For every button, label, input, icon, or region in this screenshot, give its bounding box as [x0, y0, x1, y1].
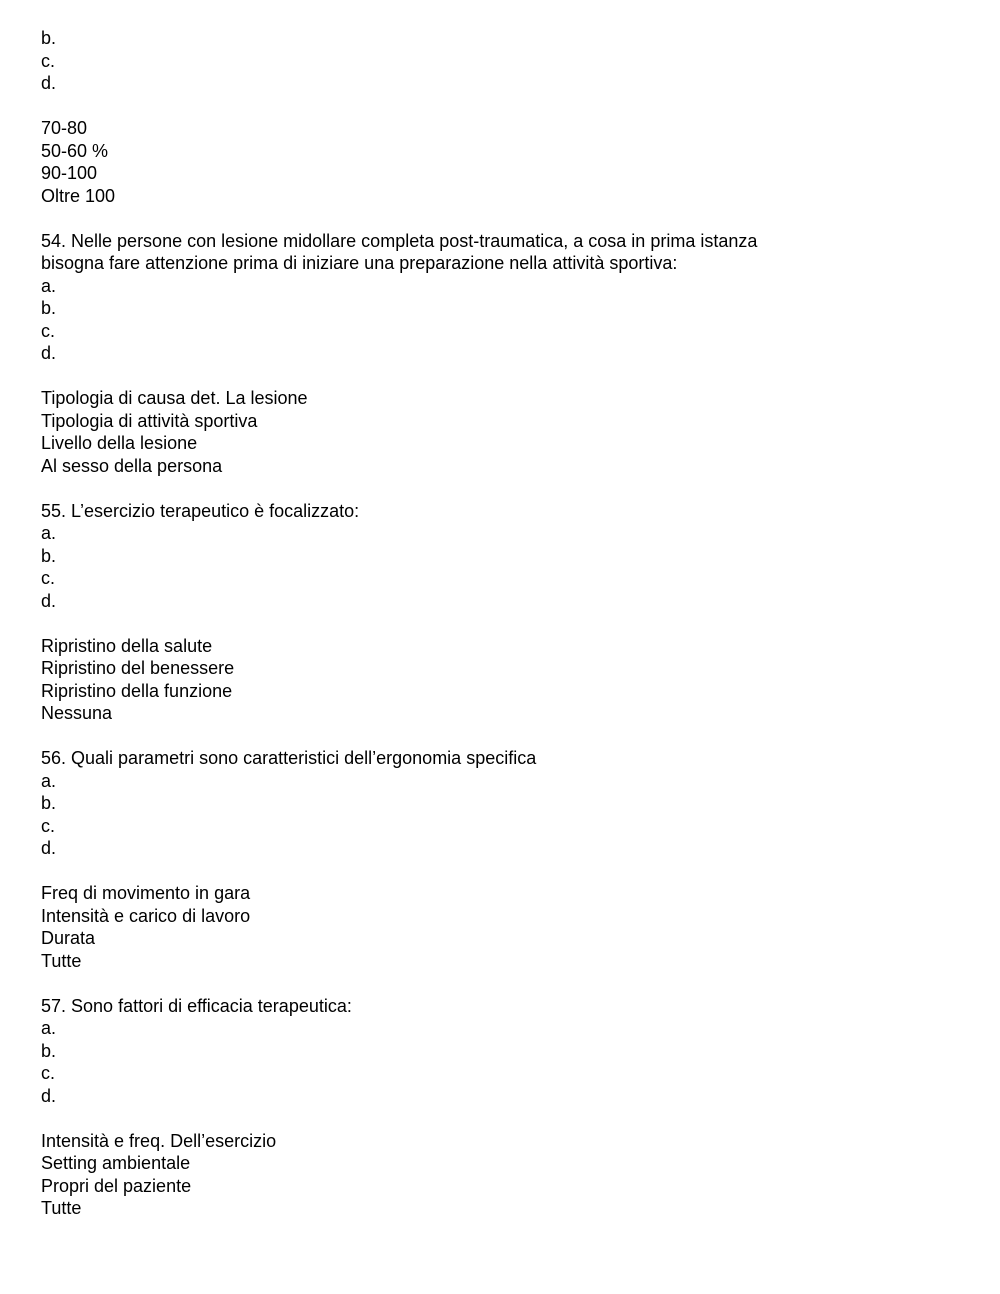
spacer: [41, 95, 981, 118]
option-letter: d.: [41, 73, 57, 93]
spacer: [41, 972, 981, 995]
answer-text: Oltre 100: [41, 185, 116, 206]
answer-text: Durata: [41, 928, 96, 948]
document-page: [41, 27, 981, 1220]
prelude-block: [41, 27, 981, 230]
answer-text: Tipologia di attività sportiva: [41, 410, 258, 431]
option-letter: d.: [41, 1085, 57, 1106]
question-55: [41, 500, 981, 748]
option-letter: a.: [41, 770, 57, 791]
option-letter: b.: [41, 793, 57, 813]
question-text: bisogna fare attenzione prima di iniziare una preparazione nella attività sportiva:: [41, 253, 678, 273]
spacer: [41, 860, 981, 883]
answer-text: Ripristino della funzione: [41, 680, 233, 701]
question-54: [41, 230, 981, 500]
question-57: [41, 995, 981, 1220]
option-letter: c.: [41, 50, 56, 71]
option-letter: c.: [41, 815, 56, 836]
answer-text: Tutte: [41, 1198, 82, 1218]
spacer: [41, 477, 981, 500]
spacer: [41, 725, 981, 748]
spacer: [41, 612, 981, 635]
answer-text: Intensità e carico di lavoro: [41, 905, 251, 926]
answer-text: Livello della lesione: [41, 433, 198, 453]
answer-text: 70-80: [41, 118, 88, 138]
answer-text: Freq di movimento in gara: [41, 883, 251, 903]
answer-text: 90-100: [41, 163, 98, 183]
option-letter: c.: [41, 568, 56, 588]
option-letter: a.: [41, 523, 57, 543]
option-letter: c.: [41, 1063, 56, 1083]
question-text: 54. Nelle persone con lesione midollare completa post-traumatica, a cosa in prima istanza: [41, 230, 758, 251]
option-letter: a.: [41, 275, 57, 296]
question-56: [41, 747, 981, 995]
option-letter: c.: [41, 320, 56, 341]
option-letter: d.: [41, 590, 57, 611]
answer-text: Ripristino della salute: [41, 635, 213, 656]
answer-text: Intensità e freq. Dell’esercizio: [41, 1130, 277, 1151]
option-letter: d.: [41, 838, 57, 858]
question-text: 56. Quali parametri sono caratteristici dell’ergonomia specifica: [41, 748, 537, 768]
option-letter: b.: [41, 1040, 57, 1061]
option-letter: a.: [41, 1018, 57, 1038]
answer-text: Setting ambientale: [41, 1153, 191, 1173]
answer-text: Propri del paziente: [41, 1175, 192, 1196]
answer-text: Nessuna: [41, 703, 113, 723]
answer-text: Tutte: [41, 950, 82, 971]
answer-text: Ripristino del benessere: [41, 658, 235, 678]
option-letter: b.: [41, 28, 57, 48]
spacer: [41, 365, 981, 388]
answer-text: Al sesso della persona: [41, 455, 223, 476]
question-text: 57. Sono fattori di efficacia terapeutica:: [41, 995, 352, 1016]
spacer: [41, 1107, 981, 1130]
spacer: [41, 207, 981, 230]
answer-text: 50-60 %: [41, 140, 109, 161]
option-letter: b.: [41, 545, 57, 566]
answer-text: Tipologia di causa det. La lesione: [41, 388, 308, 408]
option-letter: d.: [41, 343, 57, 363]
question-text: 55. L’esercizio terapeutico è focalizzato:: [41, 500, 360, 521]
option-letter: b.: [41, 298, 57, 318]
